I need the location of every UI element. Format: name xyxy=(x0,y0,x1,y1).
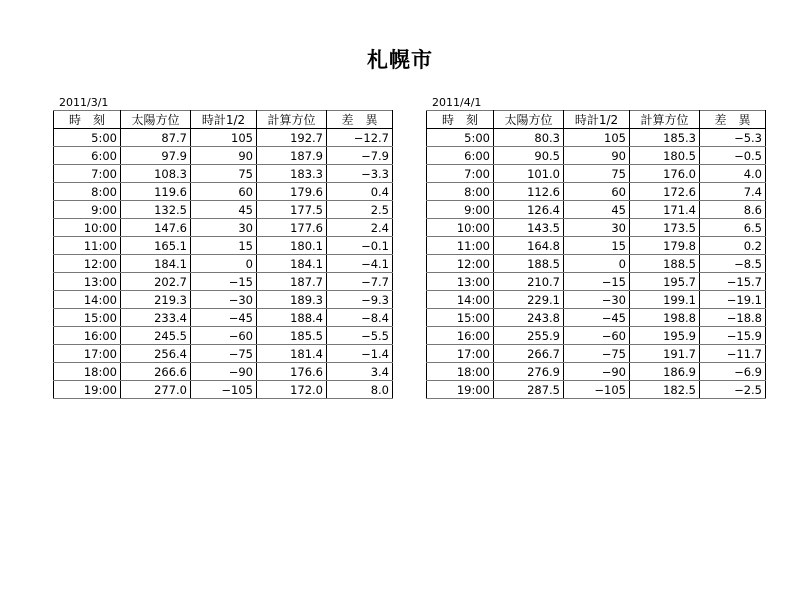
date-label: 2011/4/1 xyxy=(432,96,482,109)
cell-time: 10:00 xyxy=(54,219,121,237)
cell-calculated-azimuth: 179.6 xyxy=(257,183,327,201)
cell-difference: −1.4 xyxy=(327,345,393,363)
cell-solar-azimuth: 164.8 xyxy=(494,237,564,255)
cell-difference: 2.4 xyxy=(327,219,393,237)
cell-solar-azimuth: 210.7 xyxy=(494,273,564,291)
cell-calculated-azimuth: 195.9 xyxy=(630,327,700,345)
cell-solar-azimuth: 97.9 xyxy=(121,147,191,165)
cell-clock-half: −90 xyxy=(564,363,630,381)
cell-time: 17:00 xyxy=(54,345,121,363)
cell-calculated-azimuth: 181.4 xyxy=(257,345,327,363)
column-header-difference: 差 異 xyxy=(327,111,393,129)
column-header-time: 時 刻 xyxy=(54,111,121,129)
cell-solar-azimuth: 245.5 xyxy=(121,327,191,345)
cell-time: 14:00 xyxy=(54,291,121,309)
cell-solar-azimuth: 126.4 xyxy=(494,201,564,219)
cell-clock-half: −75 xyxy=(191,345,257,363)
cell-difference: 8.6 xyxy=(700,201,766,219)
cell-time: 12:00 xyxy=(427,255,494,273)
cell-calculated-azimuth: 172.0 xyxy=(257,381,327,399)
header-row xyxy=(54,111,393,129)
cell-clock-half: 75 xyxy=(564,165,630,183)
cell-difference: −2.5 xyxy=(700,381,766,399)
cell-time: 8:00 xyxy=(54,183,121,201)
table-row xyxy=(427,381,766,399)
cell-difference: 0.4 xyxy=(327,183,393,201)
cell-calculated-azimuth: 179.8 xyxy=(630,237,700,255)
cell-clock-half: 30 xyxy=(191,219,257,237)
table-row xyxy=(427,237,766,255)
cell-calculated-azimuth: 199.1 xyxy=(630,291,700,309)
cell-solar-azimuth: 112.6 xyxy=(494,183,564,201)
cell-clock-half: −105 xyxy=(191,381,257,399)
date-label: 2011/3/1 xyxy=(59,96,109,109)
cell-difference: 2.5 xyxy=(327,201,393,219)
cell-time: 9:00 xyxy=(427,201,494,219)
cell-clock-half: −60 xyxy=(564,327,630,345)
cell-solar-azimuth: 80.3 xyxy=(494,129,564,147)
cell-calculated-azimuth: 176.6 xyxy=(257,363,327,381)
cell-clock-half: 90 xyxy=(564,147,630,165)
cell-clock-half: −45 xyxy=(191,309,257,327)
cell-calculated-azimuth: 176.0 xyxy=(630,165,700,183)
cell-time: 15:00 xyxy=(427,309,494,327)
table-row xyxy=(54,345,393,363)
cell-difference: −15.7 xyxy=(700,273,766,291)
column-header-clock-half: 時計1/2 xyxy=(564,111,630,129)
cell-time: 5:00 xyxy=(54,129,121,147)
cell-difference: −7.7 xyxy=(327,273,393,291)
cell-difference: −8.4 xyxy=(327,309,393,327)
cell-solar-azimuth: 90.5 xyxy=(494,147,564,165)
cell-calculated-azimuth: 182.5 xyxy=(630,381,700,399)
cell-difference: −19.1 xyxy=(700,291,766,309)
cell-time: 6:00 xyxy=(427,147,494,165)
cell-difference: −4.1 xyxy=(327,255,393,273)
column-header-clock-half: 時計1/2 xyxy=(191,111,257,129)
cell-difference: −5.5 xyxy=(327,327,393,345)
cell-calculated-azimuth: 171.4 xyxy=(630,201,700,219)
cell-clock-half: −30 xyxy=(564,291,630,309)
table-row xyxy=(427,345,766,363)
table-row xyxy=(427,255,766,273)
cell-time: 9:00 xyxy=(54,201,121,219)
table-row xyxy=(54,291,393,309)
table-row xyxy=(427,183,766,201)
column-header-solar-azimuth: 太陽方位 xyxy=(121,111,191,129)
table-row xyxy=(54,381,393,399)
cell-difference: −15.9 xyxy=(700,327,766,345)
column-header-difference: 差 異 xyxy=(700,111,766,129)
cell-time: 8:00 xyxy=(427,183,494,201)
table-row xyxy=(54,165,393,183)
cell-clock-half: 30 xyxy=(564,219,630,237)
table-row xyxy=(54,327,393,345)
cell-time: 12:00 xyxy=(54,255,121,273)
cell-calculated-azimuth: 173.5 xyxy=(630,219,700,237)
cell-calculated-azimuth: 180.5 xyxy=(630,147,700,165)
sun-azimuth-table xyxy=(53,110,393,399)
column-header-calculated-azimuth: 計算方位 xyxy=(257,111,327,129)
cell-difference: −6.9 xyxy=(700,363,766,381)
cell-clock-half: 105 xyxy=(564,129,630,147)
cell-difference: 8.0 xyxy=(327,381,393,399)
cell-solar-azimuth: 132.5 xyxy=(121,201,191,219)
table-row xyxy=(427,363,766,381)
table-row xyxy=(54,363,393,381)
cell-solar-azimuth: 87.7 xyxy=(121,129,191,147)
cell-solar-azimuth: 143.5 xyxy=(494,219,564,237)
cell-time: 15:00 xyxy=(54,309,121,327)
header-row xyxy=(427,111,766,129)
cell-difference: 0.2 xyxy=(700,237,766,255)
table-row xyxy=(54,273,393,291)
cell-clock-half: 45 xyxy=(191,201,257,219)
cell-time: 7:00 xyxy=(427,165,494,183)
cell-time: 7:00 xyxy=(54,165,121,183)
cell-calculated-azimuth: 188.5 xyxy=(630,255,700,273)
cell-solar-azimuth: 188.5 xyxy=(494,255,564,273)
column-header-time: 時 刻 xyxy=(427,111,494,129)
cell-solar-azimuth: 243.8 xyxy=(494,309,564,327)
cell-clock-half: 15 xyxy=(564,237,630,255)
cell-clock-half: −105 xyxy=(564,381,630,399)
cell-calculated-azimuth: 189.3 xyxy=(257,291,327,309)
cell-solar-azimuth: 276.9 xyxy=(494,363,564,381)
cell-time: 16:00 xyxy=(427,327,494,345)
column-header-solar-azimuth: 太陽方位 xyxy=(494,111,564,129)
table-row xyxy=(427,165,766,183)
cell-time: 5:00 xyxy=(427,129,494,147)
table-row xyxy=(54,309,393,327)
cell-calculated-azimuth: 187.7 xyxy=(257,273,327,291)
table-row xyxy=(427,147,766,165)
table-row xyxy=(54,129,393,147)
cell-difference: −0.1 xyxy=(327,237,393,255)
cell-difference: 3.4 xyxy=(327,363,393,381)
table-block-april xyxy=(426,96,766,399)
cell-time: 11:00 xyxy=(54,237,121,255)
cell-calculated-azimuth: 172.6 xyxy=(630,183,700,201)
cell-clock-half: −90 xyxy=(191,363,257,381)
cell-time: 19:00 xyxy=(427,381,494,399)
table-row xyxy=(54,255,393,273)
cell-difference: −18.8 xyxy=(700,309,766,327)
cell-calculated-azimuth: 192.7 xyxy=(257,129,327,147)
cell-difference: −3.3 xyxy=(327,165,393,183)
cell-clock-half: −15 xyxy=(564,273,630,291)
cell-solar-azimuth: 202.7 xyxy=(121,273,191,291)
table-row xyxy=(54,201,393,219)
cell-calculated-azimuth: 185.3 xyxy=(630,129,700,147)
cell-clock-half: −45 xyxy=(564,309,630,327)
cell-clock-half: 60 xyxy=(564,183,630,201)
table-row xyxy=(427,309,766,327)
cell-solar-azimuth: 219.3 xyxy=(121,291,191,309)
cell-time: 13:00 xyxy=(54,273,121,291)
cell-clock-half: 105 xyxy=(191,129,257,147)
cell-difference: −9.3 xyxy=(327,291,393,309)
table-row xyxy=(427,291,766,309)
cell-calculated-azimuth: 180.1 xyxy=(257,237,327,255)
cell-difference: −5.3 xyxy=(700,129,766,147)
sun-azimuth-table xyxy=(426,110,766,399)
cell-difference: −12.7 xyxy=(327,129,393,147)
cell-time: 18:00 xyxy=(427,363,494,381)
table-row xyxy=(427,201,766,219)
cell-clock-half: 60 xyxy=(191,183,257,201)
table-block-march xyxy=(53,96,393,399)
cell-time: 13:00 xyxy=(427,273,494,291)
cell-solar-azimuth: 255.9 xyxy=(494,327,564,345)
cell-calculated-azimuth: 185.5 xyxy=(257,327,327,345)
column-header-calculated-azimuth: 計算方位 xyxy=(630,111,700,129)
cell-clock-half: 90 xyxy=(191,147,257,165)
cell-clock-half: −75 xyxy=(564,345,630,363)
cell-solar-azimuth: 287.5 xyxy=(494,381,564,399)
cell-calculated-azimuth: 188.4 xyxy=(257,309,327,327)
cell-solar-azimuth: 229.1 xyxy=(494,291,564,309)
cell-calculated-azimuth: 177.6 xyxy=(257,219,327,237)
table-row xyxy=(427,129,766,147)
cell-time: 14:00 xyxy=(427,291,494,309)
cell-difference: −8.5 xyxy=(700,255,766,273)
cell-calculated-azimuth: 198.8 xyxy=(630,309,700,327)
cell-calculated-azimuth: 187.9 xyxy=(257,147,327,165)
cell-difference: 7.4 xyxy=(700,183,766,201)
table-row xyxy=(427,327,766,345)
cell-time: 19:00 xyxy=(54,381,121,399)
cell-time: 6:00 xyxy=(54,147,121,165)
cell-clock-half: 0 xyxy=(191,255,257,273)
cell-time: 18:00 xyxy=(54,363,121,381)
cell-clock-half: 45 xyxy=(564,201,630,219)
cell-solar-azimuth: 108.3 xyxy=(121,165,191,183)
table-row xyxy=(427,219,766,237)
cell-solar-azimuth: 119.6 xyxy=(121,183,191,201)
cell-difference: −11.7 xyxy=(700,345,766,363)
cell-clock-half: 0 xyxy=(564,255,630,273)
cell-difference: 4.0 xyxy=(700,165,766,183)
page-title: 札幌市 xyxy=(367,48,433,72)
cell-time: 16:00 xyxy=(54,327,121,345)
cell-solar-azimuth: 266.7 xyxy=(494,345,564,363)
cell-calculated-azimuth: 184.1 xyxy=(257,255,327,273)
cell-difference: 6.5 xyxy=(700,219,766,237)
cell-solar-azimuth: 101.0 xyxy=(494,165,564,183)
cell-solar-azimuth: 233.4 xyxy=(121,309,191,327)
cell-clock-half: 15 xyxy=(191,237,257,255)
table-row xyxy=(427,273,766,291)
cell-time: 11:00 xyxy=(427,237,494,255)
cell-calculated-azimuth: 177.5 xyxy=(257,201,327,219)
cell-calculated-azimuth: 186.9 xyxy=(630,363,700,381)
cell-difference: −0.5 xyxy=(700,147,766,165)
table-row xyxy=(54,147,393,165)
cell-solar-azimuth: 165.1 xyxy=(121,237,191,255)
cell-solar-azimuth: 184.1 xyxy=(121,255,191,273)
cell-calculated-azimuth: 191.7 xyxy=(630,345,700,363)
cell-solar-azimuth: 277.0 xyxy=(121,381,191,399)
cell-solar-azimuth: 147.6 xyxy=(121,219,191,237)
table-row xyxy=(54,219,393,237)
table-row xyxy=(54,237,393,255)
cell-clock-half: −30 xyxy=(191,291,257,309)
cell-solar-azimuth: 266.6 xyxy=(121,363,191,381)
cell-time: 10:00 xyxy=(427,219,494,237)
cell-clock-half: −60 xyxy=(191,327,257,345)
cell-clock-half: 75 xyxy=(191,165,257,183)
cell-solar-azimuth: 256.4 xyxy=(121,345,191,363)
table-row xyxy=(54,183,393,201)
cell-calculated-azimuth: 195.7 xyxy=(630,273,700,291)
cell-difference: −7.9 xyxy=(327,147,393,165)
cell-calculated-azimuth: 183.3 xyxy=(257,165,327,183)
cell-clock-half: −15 xyxy=(191,273,257,291)
cell-time: 17:00 xyxy=(427,345,494,363)
